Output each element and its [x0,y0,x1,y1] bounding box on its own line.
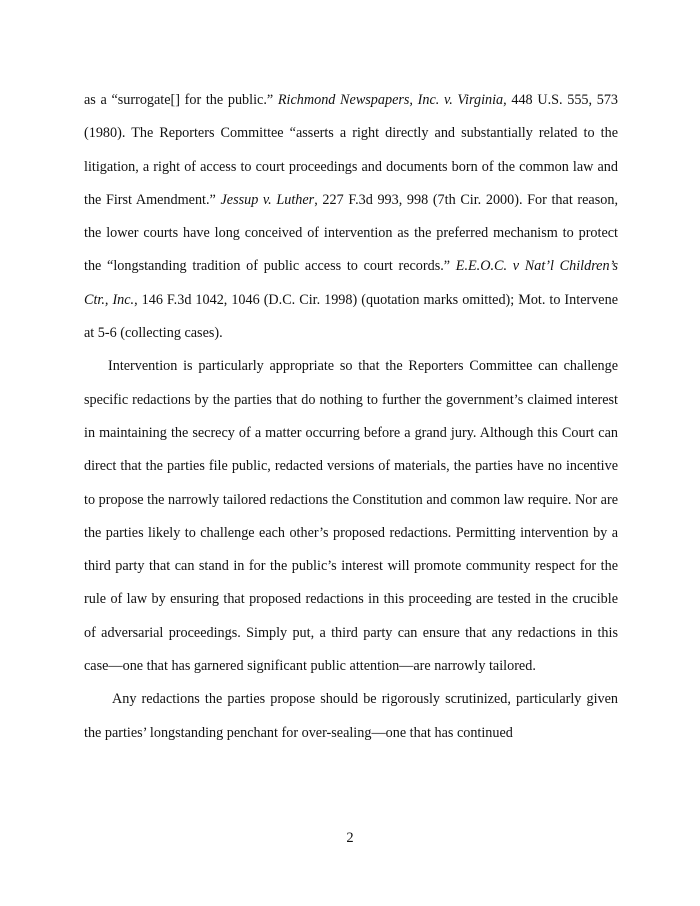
text-segment: as a “surrogate[] for the public.” [84,92,278,108]
text-segment: Any redactions the parties propose should be rigorously scrutinized, particularly given the parties’ longstanding penchant for over-sealing—one that has continued [84,691,618,741]
text-segment: Intervention is particularly appropriate so that the Reporters Committee can challenge specific redactions by the parties that do nothing to further the government’s claimed interest in maintaining the secrecy of a matter occurring before a grand jury. Although this Court can direct that the parties file public, redacted versions of materials, the parties have no incentive to propose the narrowly tailored redactions the Constitution and common law require. Nor are the parties likely to challenge each other’s proposed redactions. Permitting intervention by a third party that can stand in for the public’s interest will promote community respect for the rule of law by ensuring that proposed redactions in this proceeding are tested in the crucible of adversarial proceedings. Simply put, a third party can ensure that any redactions in this case—one that has garnered significant public attention—are narrowly tailored. [84,358,618,675]
document-body [84,84,618,750]
text-segment: , 448 U.S. 555, 573 (1980). The Reporters Committee “asserts a right directly and substantially related to the litigation, a right of access to court proceedings and documents born of the common law and the First Amendment.” [84,92,619,208]
case-citation: Jessup v. Luther [220,191,315,208]
paragraph-1 [84,84,618,350]
paragraph-3 [84,683,618,750]
case-citation: Richmond Newspapers, Inc. v. Virginia [277,92,504,108]
paragraph-2 [84,350,618,683]
case-citation: E.E.O.C. v Nat’l Children’s Ctr., Inc. [84,258,618,308]
text-segment: , 227 F.3d 993, 998 (7th Cir. 2000). For that reason, the lower courts have long conceived of intervention as the preferred mechanism to protect the “longstanding tradition of public access to court records.” [84,191,618,275]
page-number: 2 [346,830,354,846]
text-segment: , 146 F.3d 1042, 1046 (D.C. Cir. 1998) (quotation marks omitted); Mot. to Intervene at 5-6 (collecting cases). [84,291,618,342]
